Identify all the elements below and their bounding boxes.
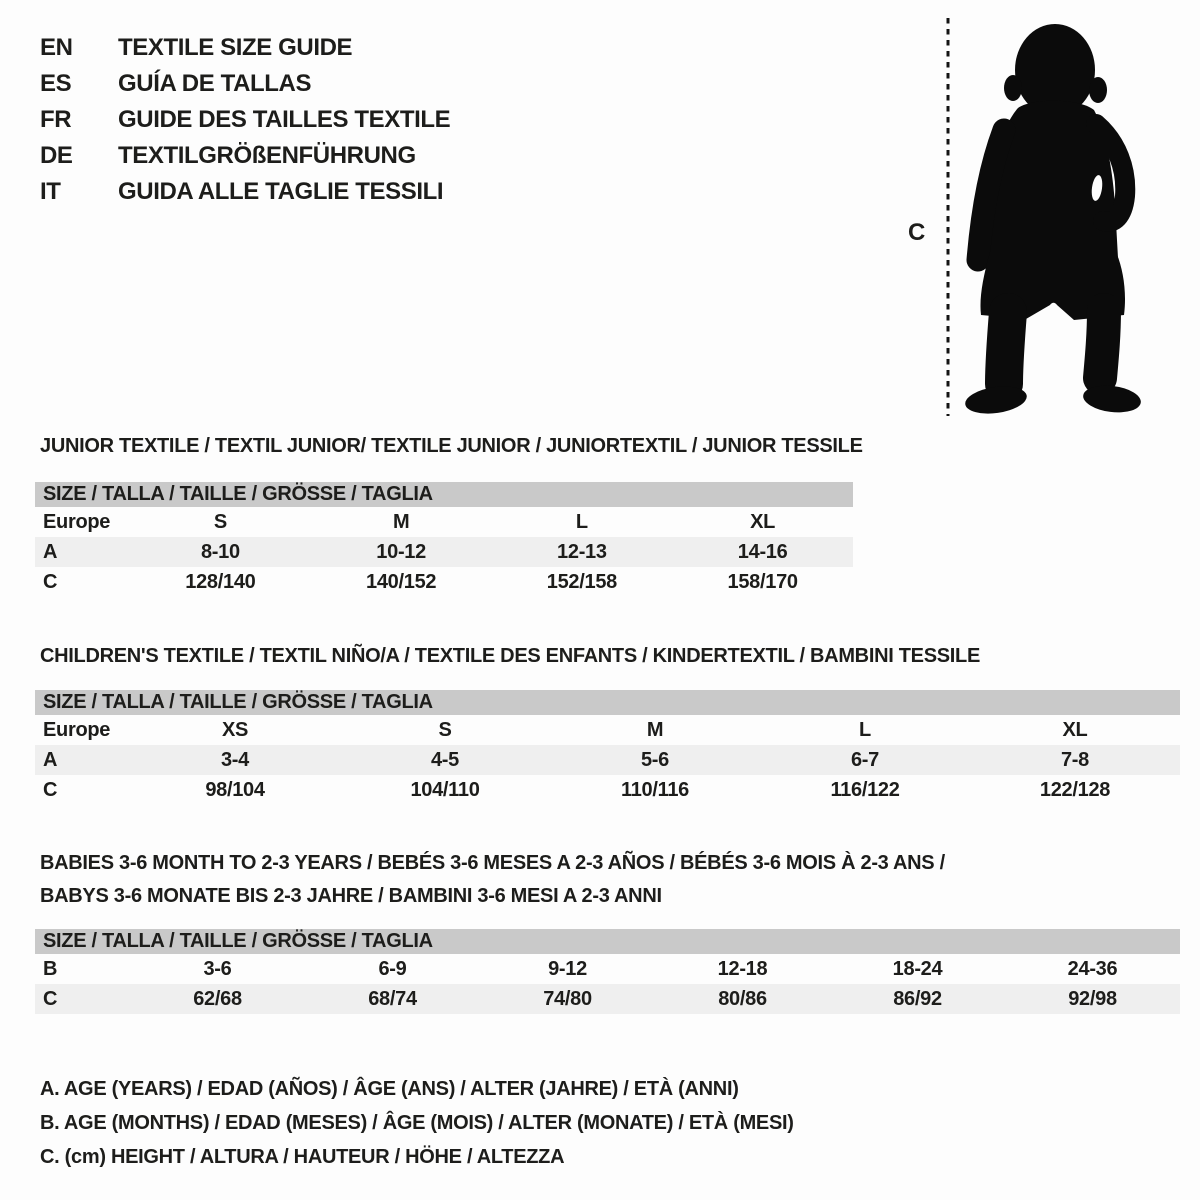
table-header-band: SIZE / TALLA / TAILLE / GRÖSSE / TAGLIA: [35, 482, 853, 507]
language-code: EN: [40, 34, 73, 61]
table-cell: 12-13: [557, 540, 607, 563]
table-body: [35, 715, 1180, 805]
language-code: DE: [40, 142, 73, 169]
table-cell: 68/74: [368, 987, 417, 1010]
table-cell: 74/80: [543, 987, 592, 1010]
row-label: C: [43, 778, 58, 801]
table-cell: 6-9: [378, 957, 407, 980]
table-cell: 4-5: [430, 748, 459, 771]
table-row: [35, 507, 853, 537]
row-label: Europe: [43, 510, 111, 533]
row-cells: [130, 719, 1180, 742]
language-title-list: [40, 30, 450, 210]
table-row: [35, 715, 1180, 745]
table-cell: S: [213, 510, 227, 533]
language-code: ES: [40, 70, 72, 97]
measure-legend: [40, 1072, 794, 1174]
table-cell: L: [859, 718, 871, 741]
table-cell: 158/170: [727, 570, 798, 593]
table-cell: 24-36: [1067, 957, 1118, 980]
table-cell: 104/110: [410, 778, 480, 801]
table-cell: M: [392, 510, 410, 533]
table-cell: 80/86: [718, 987, 767, 1010]
size-table-junior: [35, 482, 853, 597]
row-label: Europe: [43, 718, 111, 741]
table-cell: 14-16: [737, 540, 788, 563]
table-cell: 7-8: [1060, 748, 1089, 771]
figure-area: [900, 12, 1150, 427]
table-header-band: SIZE / TALLA / TAILLE / GRÖSSE / TAGLIA: [35, 690, 1180, 715]
table-cell: XL: [1062, 718, 1088, 741]
measure-legend-line: B. AGE (MONTHS) / EDAD (MESES) / ÂGE (MOIS) / ALTER (MONATE) / ETÀ (MESI): [40, 1112, 794, 1134]
row-cells: [130, 749, 1180, 772]
row-cells: [130, 958, 1180, 981]
table-cell: M: [646, 718, 664, 741]
table-cell: 110/116: [621, 778, 689, 801]
row-label: A: [43, 540, 58, 563]
table-row: [35, 537, 853, 567]
table-cell: 86/92: [893, 987, 942, 1010]
table-cell: XS: [221, 718, 249, 741]
language-title-row: [40, 66, 450, 102]
table-row: [35, 984, 1180, 1014]
table-cell: 122/128: [1039, 778, 1111, 801]
language-title-row: [40, 102, 450, 138]
row-label: C: [43, 987, 58, 1010]
row-label: B: [43, 957, 58, 980]
table-cell: 12-18: [717, 957, 768, 980]
section-title-line: BABYS 3-6 MONATE BIS 2-3 JAHRE / BAMBINI 3-6 MESI A 2-3 ANNI: [40, 885, 662, 907]
table-cell: 98/104: [205, 778, 265, 801]
table-cell: 8-10: [200, 540, 240, 563]
table-cell: 116/122: [830, 778, 900, 801]
row-label: C: [43, 570, 58, 593]
row-cells: [130, 779, 1180, 802]
height-measure-label: C: [908, 219, 926, 246]
table-body: [35, 507, 853, 597]
table-cell: L: [575, 510, 588, 533]
table-cell: 3-6: [203, 957, 232, 980]
table-cell: XL: [750, 510, 776, 533]
language-title-row: [40, 30, 450, 66]
table-header-band: SIZE / TALLA / TAILLE / GRÖSSE / TAGLIA: [35, 929, 1180, 954]
table-cell: 10-12: [376, 540, 426, 563]
table-cell: 18-24: [892, 957, 943, 980]
size-table-babies: [35, 929, 1180, 1014]
table-cell: 62/68: [193, 987, 242, 1010]
table-cell: 152/158: [546, 570, 617, 593]
table-cell: 6-7: [850, 748, 879, 771]
table-row: [35, 567, 853, 597]
table-cell: 92/98: [1068, 987, 1117, 1010]
row-cells: [130, 571, 853, 594]
toddler-silhouette: [963, 24, 1142, 417]
language-title-row: [40, 138, 450, 174]
language-title-row: [40, 174, 450, 210]
measure-legend-line: A. AGE (YEARS) / EDAD (AÑOS) / ÂGE (ANS) / ALTER (JAHRE) / ETÀ (ANNI): [40, 1078, 739, 1100]
guide-title-text: GUIDE DES TAILLES TEXTILE: [118, 106, 451, 133]
section-title-line: CHILDREN'S TEXTILE / TEXTIL NIÑO/A / TEXTILE DES ENFANTS / KINDERTEXTIL / BAMBINI TESSILE: [40, 645, 980, 667]
table-row: [35, 954, 1180, 984]
row-cells: [130, 541, 853, 564]
section-title-babies: [40, 847, 945, 913]
table-row: [35, 775, 1180, 805]
measure-legend-line: C. (cm) HEIGHT / ALTURA / HAUTEUR / HÖHE / ALTEZZA: [40, 1146, 565, 1168]
language-code: IT: [40, 178, 61, 205]
section-title-line: JUNIOR TEXTILE / TEXTIL JUNIOR/ TEXTILE JUNIOR / JUNIORTEXTIL / JUNIOR TESSILE: [40, 435, 863, 457]
table-row: [35, 745, 1180, 775]
toddler-silhouette-icon: [900, 12, 1150, 427]
row-cells: [130, 988, 1180, 1011]
guide-title-text: TEXTILE SIZE GUIDE: [118, 34, 353, 61]
table-cell: 3-4: [220, 748, 249, 771]
size-table-children: [35, 690, 1180, 805]
table-cell: 140/152: [366, 570, 437, 593]
section-title-line: BABIES 3-6 MONTH TO 2-3 YEARS / BEBÉS 3-6 MESES A 2-3 AÑOS / BÉBÉS 3-6 MOIS À 2-3 ANS /: [40, 852, 945, 874]
guide-title-text: GUIDA ALLE TAGLIE TESSILI: [118, 178, 444, 205]
section-title-junior: [40, 430, 863, 463]
table-cell: 128/140: [185, 570, 256, 593]
guide-title-text: GUÍA DE TALLAS: [118, 70, 312, 97]
guide-title-text: TEXTILGRÖßENFÜHRUNG: [118, 142, 416, 169]
row-cells: [130, 511, 853, 534]
table-cell: 9-12: [548, 957, 587, 980]
section-title-children: [40, 640, 980, 673]
table-cell: S: [438, 718, 452, 741]
table-cell: 5-6: [640, 748, 669, 771]
row-label: A: [43, 748, 58, 771]
table-body: [35, 954, 1180, 1014]
language-code: FR: [40, 106, 72, 133]
